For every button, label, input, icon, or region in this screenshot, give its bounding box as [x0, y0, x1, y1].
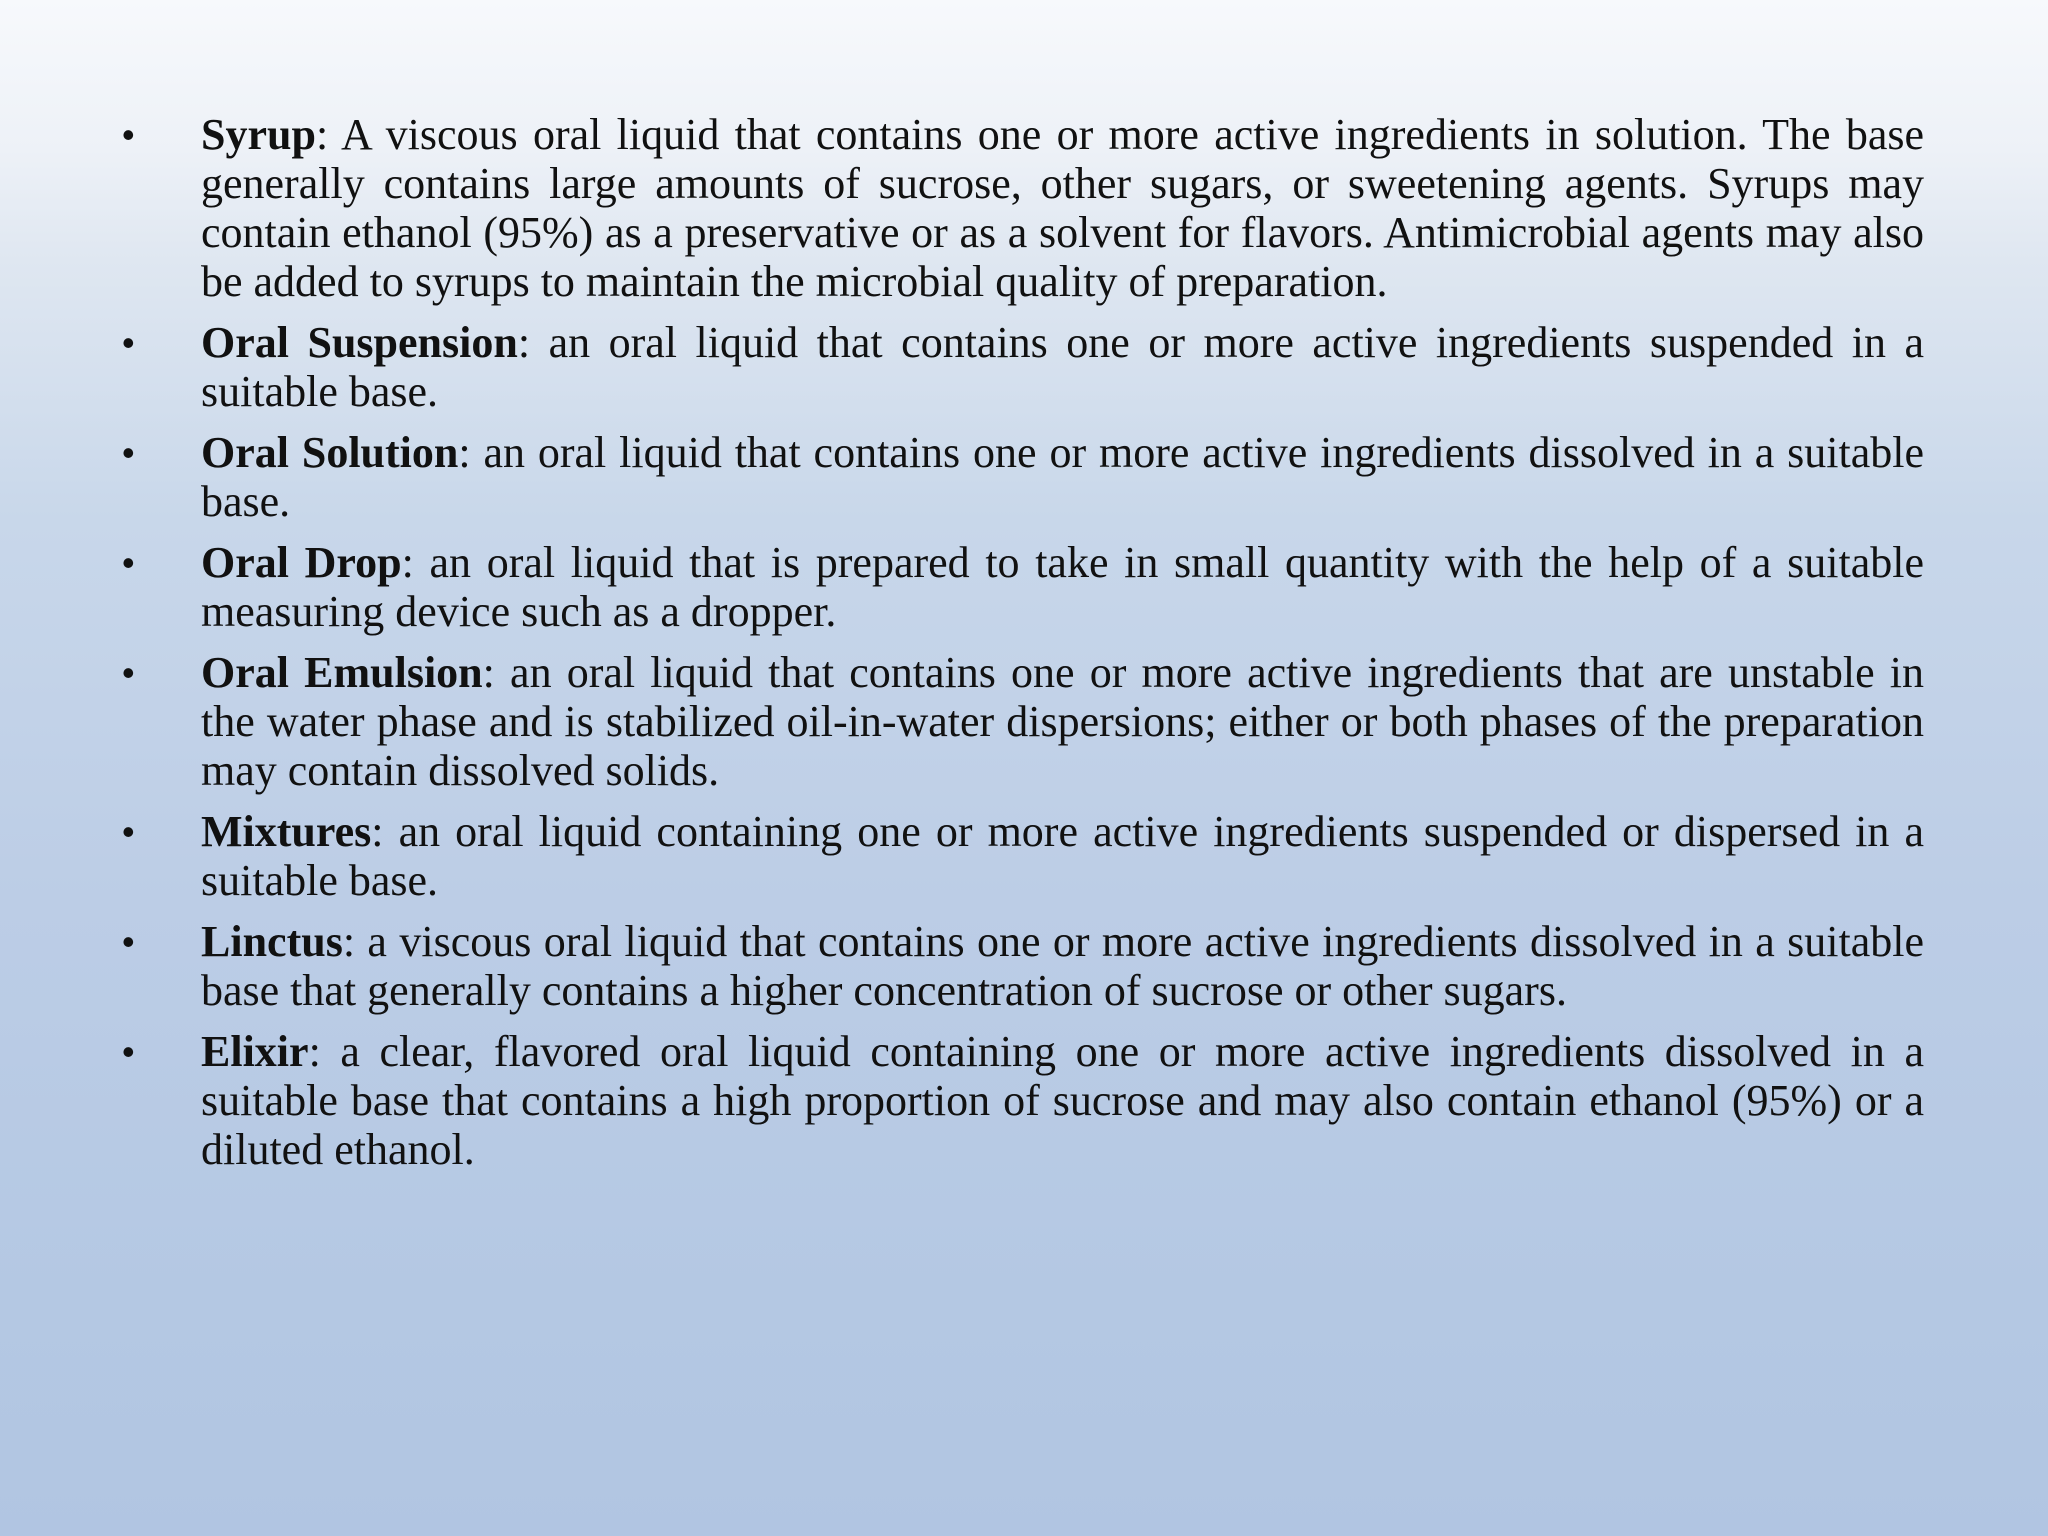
bullet-item-linctus	[122, 917, 1924, 1015]
bullet-item-elixir	[122, 1027, 1924, 1174]
bullet-icon: •	[122, 811, 135, 852]
definition-text: : A viscous oral liquid that contains one or more active ingredients in solution. The base generally contains large amounts of sucrose, other sugars, or sweetening agents. Syrups may contain ethanol (95%) as a preservative or as a solvent for flavors. Antimicrobial agents may also be added to syrups to maintain the microbial quality of preparation.	[201, 110, 1924, 306]
bullet-item-oral-suspension	[122, 318, 1924, 416]
definition-text: : an oral liquid that contains one or more active ingredients that are unstable in the water phase and is stabilized oil-in-water dispersions; either or both phases of the preparation may contain dissolved solids.	[201, 648, 1924, 795]
bullet-item-oral-drop	[122, 538, 1924, 636]
bullet-icon: •	[122, 652, 135, 693]
bullet-icon: •	[122, 114, 135, 155]
bullet-icon: •	[122, 542, 135, 583]
bullet-icon: •	[122, 1031, 135, 1072]
bullet-item-oral-solution	[122, 428, 1924, 526]
term-label: Oral Emulsion	[201, 648, 483, 697]
definition-text: : an oral liquid that is prepared to take in small quantity with the help of a suitable measuring device such as a dropper.	[201, 538, 1924, 636]
definition-text: : an oral liquid containing one or more active ingredients suspended or dispersed in a suitable base.	[201, 807, 1924, 905]
definition-text: : an oral liquid that contains one or more active ingredients suspended in a suitable base.	[201, 318, 1924, 416]
term-label: Oral Suspension	[201, 318, 518, 367]
term-label: Linctus	[201, 917, 343, 966]
term-label: Elixir	[201, 1027, 309, 1076]
definition-text: : a viscous oral liquid that contains one or more active ingredients dissolved in a suitable base that generally contains a higher concentration of sucrose or other sugars.	[201, 917, 1924, 1015]
term-label: Oral Drop	[201, 538, 402, 587]
definition-bullet-list	[122, 110, 1924, 1186]
definition-text: : a clear, flavored oral liquid containing one or more active ingredients dissolved in a suitable base that contains a high proportion of sucrose and may also contain ethanol (95%) or a diluted ethanol.	[201, 1027, 1924, 1174]
bullet-icon: •	[122, 921, 135, 962]
term-label: Mixtures	[201, 807, 372, 856]
definition-text: : an oral liquid that contains one or more active ingredients dissolved in a suitable base.	[201, 428, 1924, 526]
bullet-item-oral-emulsion	[122, 648, 1924, 795]
bullet-item-mixtures	[122, 807, 1924, 905]
bullet-item-syrup	[122, 110, 1924, 306]
bullet-icon: •	[122, 432, 135, 473]
term-label: Syrup	[201, 110, 316, 159]
term-label: Oral Solution	[201, 428, 459, 477]
bullet-icon: •	[122, 322, 135, 363]
